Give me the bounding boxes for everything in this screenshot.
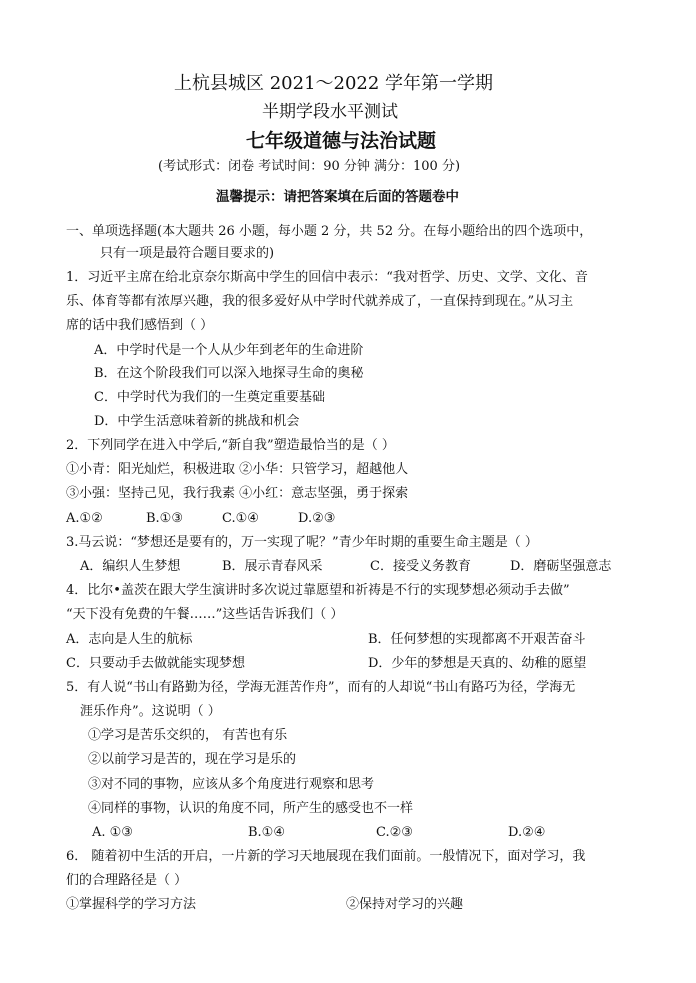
title-line-1: 上杭县城区 2021～2022 学年第一学期	[174, 73, 494, 94]
q1-stem-line-3: 席的话中我们感悟到（ ）	[66, 318, 214, 333]
page-title: 七年级道德与法治试题	[246, 130, 437, 152]
section-heading-line-1: 一、单项选择题(本大题共 26 小题，每小题 2 分，共 52 分。在每小题给出的四个选项中，	[66, 224, 593, 239]
q5-option-c: C.②③	[376, 825, 413, 840]
q5-option-b: B.①④	[248, 825, 285, 840]
q1-option-b: B．在这个阶段我们可以深入地探寻生命的奥秘	[94, 366, 364, 381]
q5-statement-2: ②以前学习是苦的，现在学习是乐的	[88, 752, 297, 767]
q6-statement-1: ①掌握科学的学习方法	[66, 897, 197, 912]
q6-statement-2: ②保持对学习的兴趣	[346, 897, 464, 912]
q3-option-c: C．接受义务教育	[370, 559, 471, 574]
title-line-2: 半期学段水平测试	[262, 102, 398, 122]
q6-stem-line-1: 6． 随着初中生活的开启，一片新的学习天地展现在我们面前。一般情况下，面对学习，我	[66, 849, 586, 864]
q5-statement-1: ①学习是苦乐交织的， 有苦也有乐	[88, 728, 288, 743]
q2-option-b: B.①③	[146, 511, 183, 526]
q1-option-a: A．中学时代是一个人从少年到老年的生命进阶	[94, 343, 364, 358]
q5-option-d: D.②④	[508, 825, 546, 840]
q2-option-a: A.①②	[66, 511, 103, 526]
section-heading-line-2: 只有一项是最符合题目要求的)	[100, 246, 275, 261]
q4-option-a: A．志向是人生的航标	[66, 632, 193, 647]
q1-option-d: D．中学生活意味着新的挑战和机会	[94, 414, 300, 429]
q4-option-b: B．任何梦想的实现都离不开艰苦奋斗	[368, 632, 586, 647]
q4-stem-line-2: “天下没有免费的午餐……”这些话告诉我们（ ）	[66, 607, 344, 622]
exam-info: (考试形式：闭卷 考试时间：90 分钟 满分：100 分)	[158, 159, 461, 174]
q5-stem-line-1: 5．有人说“书山有路勤为径，学海无涯苦作舟”，而有的人却说“书山有路巧为径，学海无	[66, 680, 576, 695]
q2-option-d: D.②③	[298, 511, 336, 526]
q4-stem-line-1: 4．比尔•盖茨在跟大学生演讲时多次说过靠愿望和祈祷是不行的实现梦想必须动手去做”	[66, 583, 570, 598]
q3-option-d: D．磨砺坚强意志	[510, 559, 612, 574]
q1-stem-line-2: 乐、体育等都有浓厚兴趣，我的很多爱好从中学时代就养成了，一直保持到现在。”从习主	[66, 294, 574, 309]
q5-statement-4: ④同样的事物，认识的角度不同，所产生的感受也不一样	[88, 801, 414, 816]
q2-option-c: C.①④	[222, 511, 259, 526]
q2-stem: 2．下列同学在进入中学后,“新自我”塑造最恰当的是（ ）	[66, 438, 395, 453]
q5-stem-line-2: 涯乐作舟”。这说明（ ）	[80, 704, 221, 719]
q5-option-a: A. ①③	[92, 825, 133, 840]
q1-stem-line-1: 1．习近平主席在给北京奈尔斯高中学生的回信中表示：“我对哲学、历史、文学、文化、音	[66, 270, 588, 285]
q2-statements-row-1: ①小青：阳光灿烂，积极进取 ②小华：只管学习，超越他人	[66, 462, 409, 477]
q1-option-c: C．中学时代为我们的一生奠定重要基础	[94, 390, 325, 405]
q3-stem: 3.马云说：“梦想还是要有的，万一实现了呢？”青少年时期的重要生命主题是（ ）	[66, 535, 538, 550]
q3-option-a: A．编织人生梦想	[80, 559, 181, 574]
q3-option-b: B．展示青春风采	[222, 559, 323, 574]
q4-option-c: C．只要动手去做就能实现梦想	[66, 656, 245, 671]
q5-statement-3: ③对不同的事物，应该从多个角度进行观察和思考	[88, 777, 375, 792]
q4-option-d: D．少年的梦想是天真的、幼稚的愿望	[368, 656, 587, 671]
q2-statements-row-2: ③小强：坚持己见，我行我素 ④小红：意志坚强，勇于探索	[66, 486, 409, 501]
answer-tip: 温馨提示：请把答案填在后面的答题卷中	[216, 189, 459, 205]
q6-stem-line-2: 们的合理路径是（ ）	[66, 873, 188, 888]
